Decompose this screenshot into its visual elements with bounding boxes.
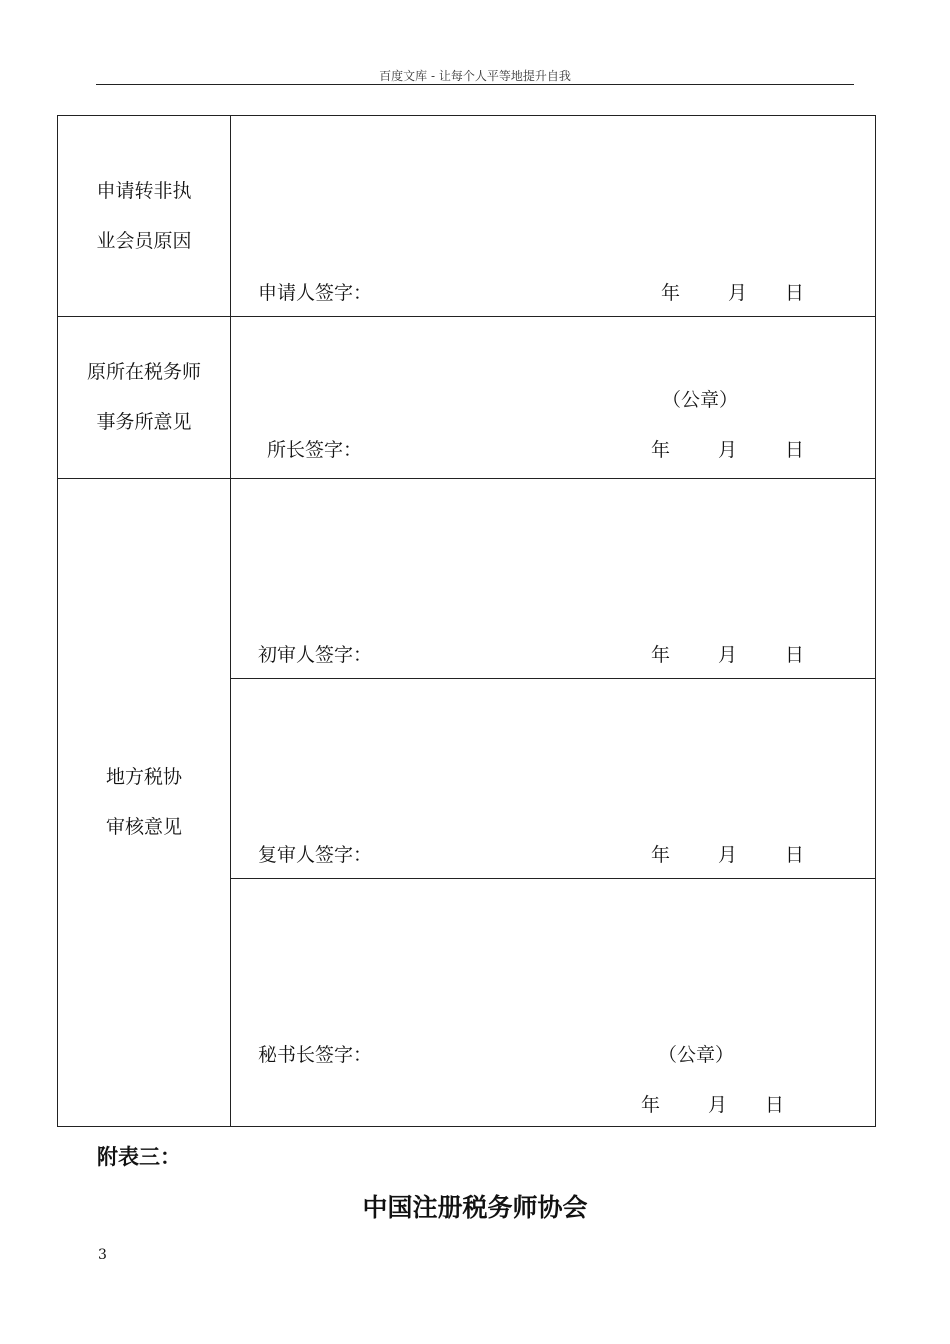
review-month: 月 xyxy=(718,844,738,866)
attachment-label: 附表三： xyxy=(97,1145,181,1169)
director-year: 年 xyxy=(651,439,671,461)
director-month: 月 xyxy=(718,439,738,461)
applicant-day: 日 xyxy=(785,282,805,304)
applicant-year: 年 xyxy=(661,282,681,304)
initial-reviewer-signature-label: 初审人签字： xyxy=(258,644,373,666)
local-association-label-cell xyxy=(58,478,230,1126)
column-divider xyxy=(230,116,231,1126)
association-title: 中国注册税务师协会 xyxy=(362,1193,588,1222)
applicant-month: 月 xyxy=(728,282,748,304)
reason-label-cell xyxy=(58,116,230,316)
local-label-line2: 审核意见 xyxy=(105,816,182,838)
application-form-table xyxy=(57,115,876,1127)
firm-label-cell xyxy=(58,316,230,478)
re-reviewer-signature-label: 复审人签字： xyxy=(258,844,373,866)
initial-month: 月 xyxy=(718,644,738,666)
director-day: 日 xyxy=(785,439,805,461)
page-number: 3 xyxy=(98,1247,107,1263)
director-signature-label: 所长签字： xyxy=(267,439,363,461)
header-rule xyxy=(96,84,854,85)
applicant-signature-label: 申请人签字： xyxy=(258,282,373,304)
initial-day: 日 xyxy=(785,644,805,666)
firm-label-line2: 事务所意见 xyxy=(96,411,192,433)
firm-seal: （公章） xyxy=(662,389,739,411)
page-header: 百度文库 - 让每个人平等地提升自我 xyxy=(379,69,571,83)
review-year: 年 xyxy=(651,844,671,866)
firm-label-line1: 原所在税务师 xyxy=(86,361,201,383)
initial-year: 年 xyxy=(651,644,671,666)
local-label-line1: 地方税协 xyxy=(105,766,182,788)
secretary-seal: （公章） xyxy=(658,1044,735,1066)
secretary-general-signature-label: 秘书长签字： xyxy=(258,1044,373,1066)
reason-label-line1: 申请转非执 xyxy=(96,180,192,202)
reason-label-line2: 业会员原因 xyxy=(96,230,192,252)
secretary-day: 日 xyxy=(765,1094,785,1116)
review-day: 日 xyxy=(785,844,805,866)
row-divider-4 xyxy=(230,878,875,879)
secretary-month: 月 xyxy=(708,1094,728,1116)
secretary-year: 年 xyxy=(641,1094,661,1116)
row-divider-3 xyxy=(230,678,875,679)
